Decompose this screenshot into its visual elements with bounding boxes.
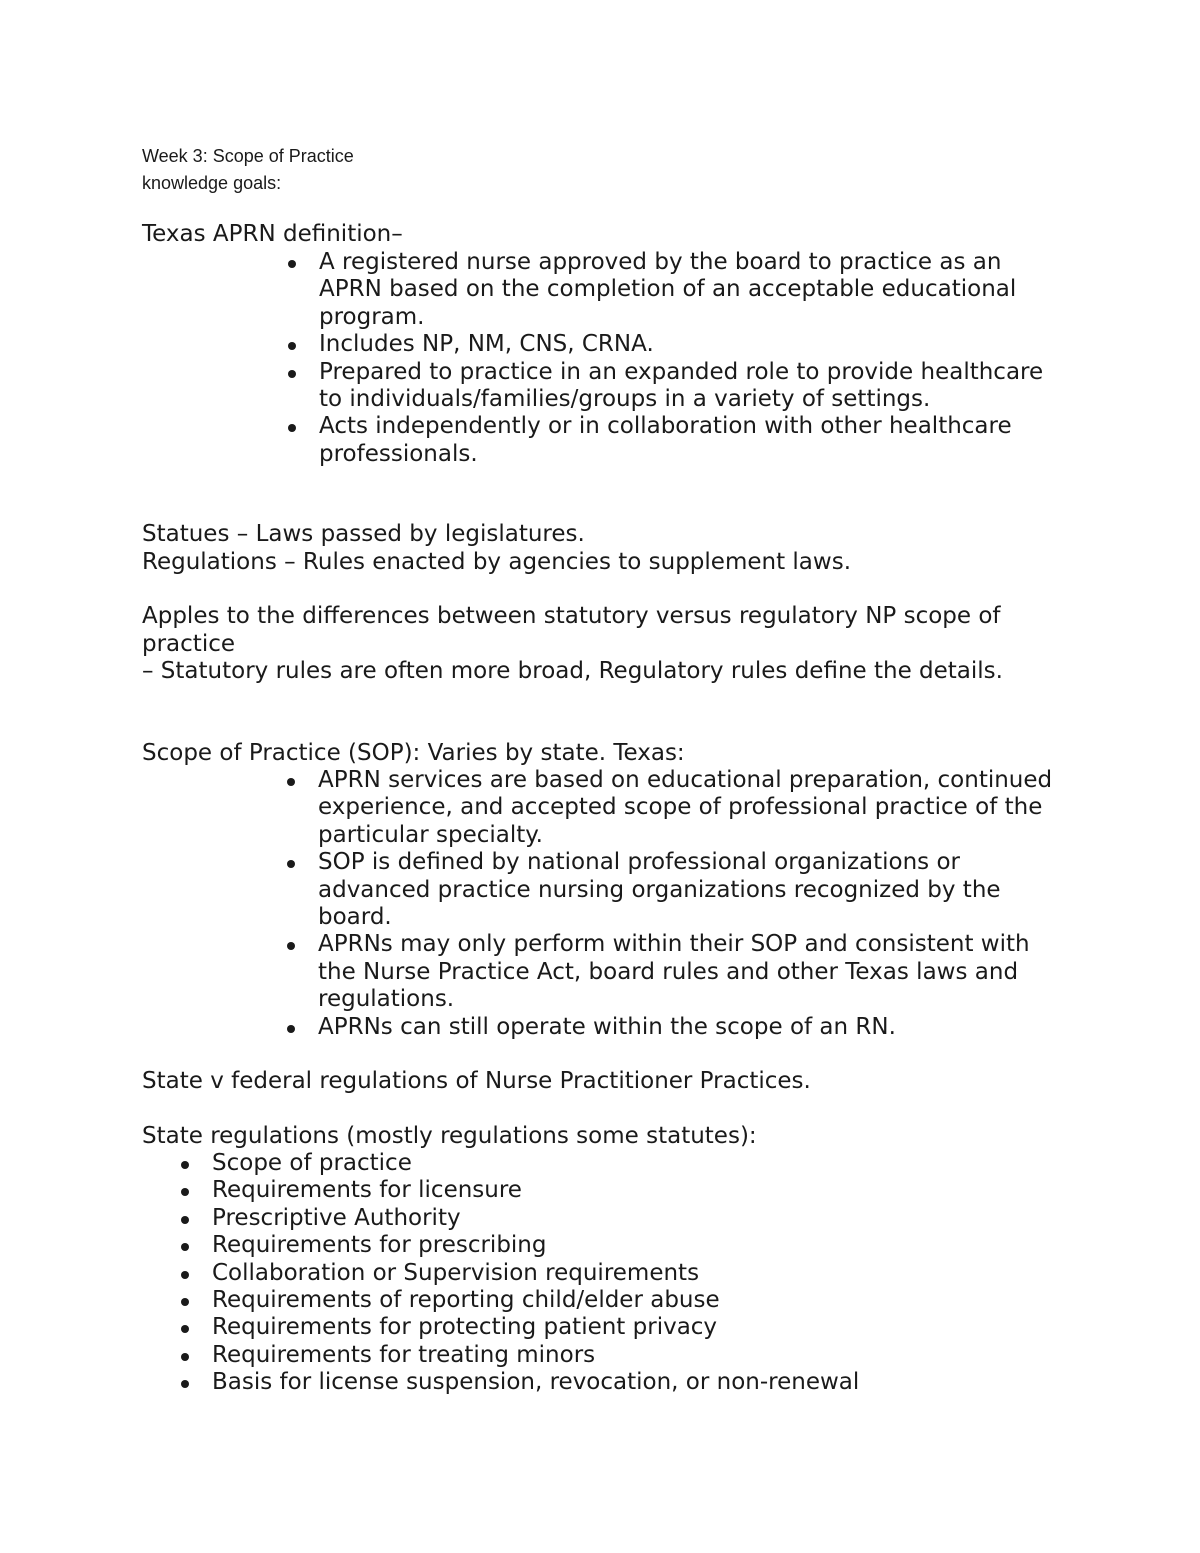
- bullet-icon: [181, 1271, 189, 1279]
- applies-detail: – Statutory rules are often more broad, Regulatory rules define the details.: [142, 658, 1003, 684]
- bullet-icon: [181, 1161, 189, 1169]
- bullet-icon: [288, 370, 296, 378]
- bullet-icon: [181, 1298, 189, 1306]
- state-federal-text: State v federal regulations of Nurse Practitioner Practices.: [142, 1068, 811, 1094]
- list-item: APRN services are based on educational preparation, continued experience, and accepted scope of professional practice of the particular specialty.: [318, 767, 1058, 849]
- list-item: Scope of practice: [212, 1150, 1012, 1177]
- list-item: Acts independently or in collaboration with other healthcare professionals.: [319, 413, 1059, 468]
- list-item: APRNs may only perform within their SOP and consistent with the Nurse Practice Act, board rules and other Texas laws and regulations.: [318, 931, 1058, 1013]
- list-item: A registered nurse approved by the board to practice as an APRN based on the completion of an acceptable educational program.: [319, 249, 1059, 331]
- list-item: Requirements for treating minors: [212, 1342, 1012, 1369]
- list-item: Requirements for licensure: [212, 1177, 1012, 1204]
- bullet-icon: [181, 1353, 189, 1361]
- bullet-icon: [181, 1380, 189, 1388]
- bullet-icon: [181, 1188, 189, 1196]
- bullet-icon: [181, 1216, 189, 1224]
- list-item: Requirements for prescribing: [212, 1232, 1012, 1259]
- list-item: Prepared to practice in an expanded role to provide healthcare to individuals/families/groups in a variety of settings.: [319, 359, 1059, 414]
- regulations-definition: Regulations – Rules enacted by agencies to supplement laws.: [142, 549, 852, 575]
- bullet-icon: [288, 260, 296, 268]
- list-item: Requirements for protecting patient privacy: [212, 1314, 1012, 1341]
- bullet-icon: [288, 342, 296, 350]
- state-regulations-list: [212, 1150, 1012, 1397]
- bullet-icon: [287, 1025, 295, 1033]
- bullet-icon: [181, 1243, 189, 1251]
- list-item: Prescriptive Authority: [212, 1205, 1012, 1232]
- sop-list: [318, 767, 1058, 1041]
- aprn-definition-list: [319, 249, 1059, 468]
- bullet-icon: [287, 942, 295, 950]
- state-regulations-heading: State regulations (mostly regulations some statutes):: [142, 1123, 757, 1149]
- list-item: Collaboration or Supervision requirements: [212, 1260, 1012, 1287]
- applies-text: Apples to the differences between statutory versus regulatory NP scope of practice: [142, 603, 1001, 657]
- document-title: Week 3: Scope of Practice: [142, 146, 354, 166]
- list-item: Basis for license suspension, revocation, or non-renewal: [212, 1369, 1012, 1396]
- list-item: SOP is defined by national professional organizations or advanced practice nursing organizations recognized by the board.: [318, 849, 1058, 931]
- bullet-icon: [288, 424, 296, 432]
- sop-heading: Scope of Practice (SOP): Varies by state. Texas:: [142, 740, 685, 766]
- bullet-icon: [287, 778, 295, 786]
- aprn-definition-heading: Texas APRN definition–: [142, 221, 403, 247]
- document-subtitle: knowledge goals:: [142, 173, 282, 193]
- statues-definition: Statues – Laws passed by legislatures.: [142, 521, 585, 547]
- list-item: Includes NP, NM, CNS, CRNA.: [319, 331, 1059, 358]
- list-item: Requirements of reporting child/elder abuse: [212, 1287, 1012, 1314]
- bullet-icon: [287, 860, 295, 868]
- list-item: APRNs can still operate within the scope of an RN.: [318, 1014, 1058, 1041]
- bullet-icon: [181, 1325, 189, 1333]
